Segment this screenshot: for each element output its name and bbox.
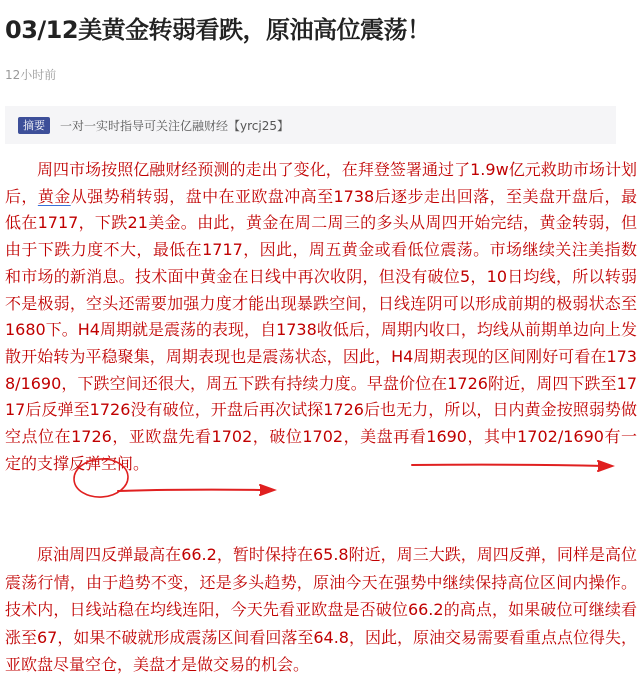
article-title: 03/12美黄金转弱看跌，原油高位震荡！: [5, 16, 431, 44]
paragraph-gold: [5, 157, 637, 477]
publish-time: 12小时前: [5, 68, 57, 82]
paragraph-gold-intro: 周四市场按照亿融财经预测的走出了变化，在拜登签署通过了1.9w亿元救助市场计划后，: [5, 160, 637, 206]
paragraph-gold-body: 从强势稍转弱，盘中在亚欧盘冲高至1738后逐步走出回落，至美盘开盘后，最低在1717，下跌21美金。由此，黄金在周二周三的多头从周四开始完结，黄金转弱，但由于下跌力度不大，最低在1717，因此，周五黄金或看低位震荡。市场继续关注美指数和市场的新消息。技术面中黄金在日线中再次收阴，但没有破位5，10日均线，所以转弱不是极弱，空头还需要加强力度才能出现暴跌空间，日线连阴可以形成前期的极弱状态至1680下。H4周期就是震荡的表现，自1738收低后，周期内收口，均线从前期单边向上发散开始转为平稳聚集，周期表现也是震荡状态，因此，H4周期表现的区间刚好可看在1738/1690，下跌空间还很大，周五下跌有持续力度。早盘价位在1726附近，周四下跌至1717后反弹至1726没有破位，开盘后再次试探1726后也无力，所以，日内黄金按照弱势做空点位在1726，亚欧盘先看1702，破位1702，美盘再看1690，其中1702/1690有一定的支撑反弹空间。: [5, 186, 637, 473]
summary-tag: 摘要: [18, 117, 50, 134]
keyword-link-gold[interactable]: 黄金: [37, 186, 71, 206]
summary-text: 一对一实时指导可关注亿融财经【yrcj25】: [60, 118, 289, 133]
summary-box: [5, 106, 616, 144]
paragraph-oil: 原油周四反弹最高在66.2，暂时保持在65.8附近，周三大跌，周四反弹，同样是高位震荡行情，由于趋势不变，还是多头趋势，原油今天在强势中继续保持高位区间内操作。技术内，日线站稳在均线连阳，今天先看亚欧盘是否破位66.2的高点，如果破位可继续看涨至67，如果不破就形成震荡区间看回落至64.8，因此，原油交易需要看重点点位得失，亚欧盘尽量空仓，美盘才是做交易的机会。: [5, 545, 637, 675]
annotation-arrow-lower: [118, 485, 274, 495]
